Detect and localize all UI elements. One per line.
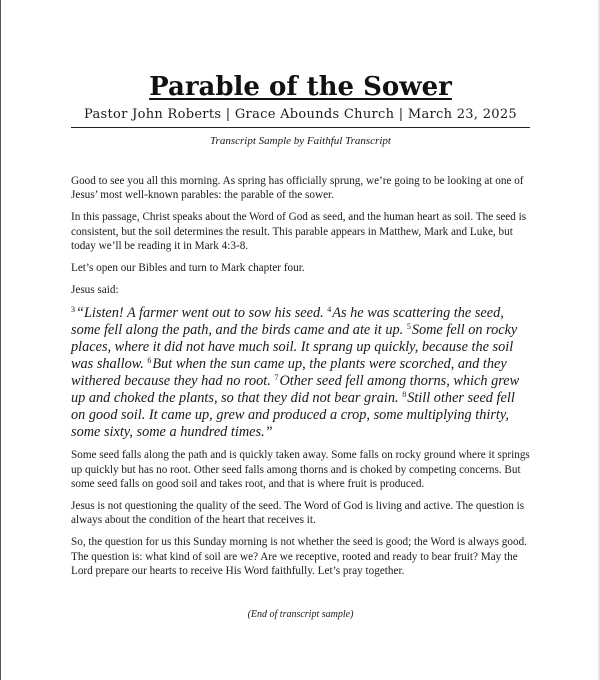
verse-text: Still other seed fell on good soil. It came up, grew and produced a crop, some multiplying thirty, some sixty, some a hundred times.” (71, 390, 515, 441)
page-edge-left (0, 0, 1, 680)
scripture-passage (71, 305, 530, 441)
verse-number: 6 (147, 355, 152, 365)
verse-text: Some fell on rocky places, where it did not have much soil. It sprang up quickly, because the soil was shallow. (71, 322, 518, 373)
verse-number: 4 (327, 304, 332, 314)
verse-text: But when the sun came up, the plants were scorched, and they withered because they had no root. (71, 356, 507, 390)
transcript-body (71, 174, 530, 578)
verse-text: Other seed fell among thorns, which grew up and choked the plants, so that they did not bear grain. (71, 373, 520, 407)
verse-number: 8 (402, 389, 407, 399)
paragraph-open-bibles: Let’s open our Bibles and turn to Mark chapter four. (71, 262, 305, 275)
verse-text: “Listen! A farmer went out to sow his seed. (76, 305, 328, 322)
paragraph-closing: So, the question for us this Sunday morning is not whether the seed is good; the Word is always good. The question is: what kind of soil are we? Are we receptive, rooted and ready to bear fruit? May the Lord prepare our hearts to receive His Word faithfully. Let’s pray together. (71, 536, 527, 577)
paragraph-intro: Good to see you all this morning. As spring has officially sprung, we’re going to be looking at one of Jesus’ most well-known parables: the parable of the sower. (71, 175, 524, 202)
end-of-transcript-note: (End of transcript sample) (247, 609, 354, 621)
paragraph-jesus-said: Jesus said: (71, 284, 119, 297)
transcript-credit: Transcript Sample by Faithful Transcript (210, 135, 391, 147)
verse-text: As he was scattering the seed, some fell along the path, and the birds came and ate it up. (71, 305, 504, 339)
verse-number: 5 (406, 321, 411, 331)
verse-number: 3 (71, 304, 75, 314)
document-title: Parable of the Sower (149, 72, 452, 102)
paragraph-seed-quality: Jesus is not questioning the quality of the seed. The Word of God is living and active. The question is always about the condition of the heart that receives it. (71, 500, 525, 527)
paragraph-context: In this passage, Christ speaks about the Word of God as seed, and the human heart as soil. The seed is consistent, but the soil determines the result. This parable appears in Matthew, Mark and Luke, but today we’ll be reading it in Mark 4:3-8. (71, 211, 527, 252)
verse-number: 7 (274, 372, 279, 382)
paragraph-explanation: Some seed falls along the path and is quickly taken away. Some falls on rocky ground where it springs up quickly but has no root. Other seed falls among thorns and is choked by competing concerns. But some seed falls on good soil and takes root, and that is where fruit is produced. (71, 449, 530, 490)
document-page (71, 70, 530, 621)
document-byline: Pastor John Roberts | Grace Abounds Church | March 23, 2025 (71, 106, 530, 128)
